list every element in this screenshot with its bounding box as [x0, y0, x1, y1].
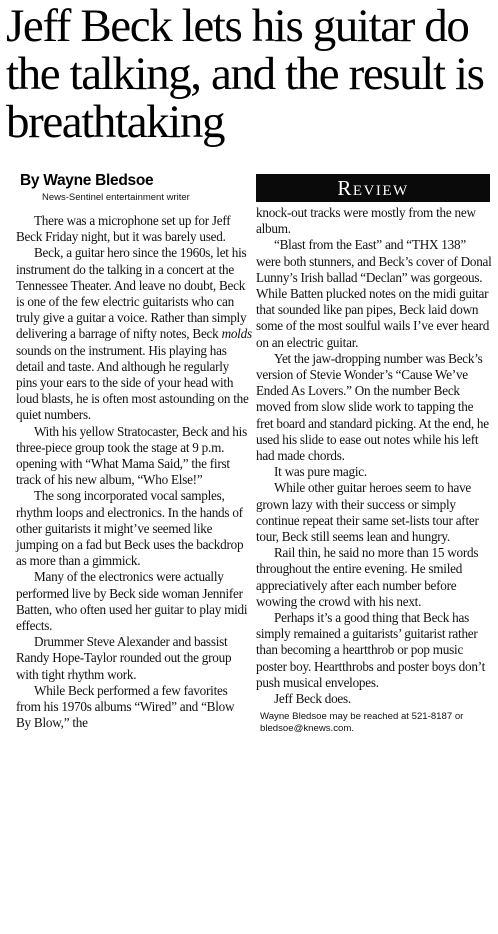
byline: By Wayne Bledsoe: [20, 172, 154, 189]
headline: Jeff Beck lets his guitar do the talking, and the result is breathtaking: [6, 0, 484, 148]
paragraph: Yet the jaw-dropping number was Beck’s version of Stevie Wonder’s “Cause We’ve Ended As Lovers.” On the number Beck moved from slow slide work to tapping the fret board and standard picking. At the end, he used his slide to ease out notes while his left had made chords.: [256, 350, 489, 464]
byline-credit: News-Sentinel entertainment writer: [42, 192, 190, 203]
article-column-left: [16, 213, 252, 732]
author-contact: Wayne Bledsoe may be reached at 521-8187 or bledsoe@knews.com.: [260, 711, 464, 735]
emphasis-text: molds: [221, 326, 252, 342]
paragraph: Many of the electronics were actually performed live by Beck side woman Jennifer Batten, who often used her guitar to play midi effects.: [16, 569, 248, 634]
paragraph: [16, 245, 252, 423]
paragraph: “Blast from the East” and “THX 138” were both stunners, and Beck’s cover of Donal Lunny’s Irish ballad “Declan” was gorgeous. While Batten plucked notes on the midi guitar that sounded like pan pipes, Beck laid down some of the most soulful wails I’ve ever heard on an electric guitar.: [256, 237, 492, 350]
paragraph-text: sounds on the instrument. His playing has detail and taste. And although he regularly pins your ears to the side of your head with loud blasts, he is often most astounding on the quiet numbers.: [16, 342, 249, 423]
paragraph: While Beck performed a few favorites from his 1970s albums “Wired” and “Blow By Blow,” the: [16, 682, 235, 731]
paragraph: knock-out tracks were mostly from the new album.: [256, 205, 476, 237]
paragraph: Rail thin, he said no more than 15 words throughout the entire evening. He smiled appreciatively after each number before wowing the crowd with his next.: [256, 545, 479, 609]
paragraph: It was pure magic.: [274, 464, 367, 480]
review-banner: Review: [256, 174, 490, 202]
paragraph-text: Beck, a guitar hero since the 1960s, let his instrument do the talking in a concert at the Tennessee Theater. And leave no doubt, Beck is one of the few electric guitarists who can truly give a guitar a voice. Rather than simply delivering a barrage of nifty notes, Beck: [16, 245, 247, 342]
paragraph: Drummer Steve Alexander and bassist Randy Hope-Taylor rounded out the group with tight rhythm work.: [16, 634, 232, 682]
paragraph: Perhaps it’s a good thing that Beck has simply remained a guitarists’ guitarist rather than becoming a heartthrob or pop music poster boy. Heartthrobs and poster boys don’t push musical envelopes.: [256, 610, 486, 690]
paragraph: With his yellow Stratocaster, Beck and his three-piece group took the stage at 9 p.m. opening with “What Mama Said,” the first track of his new album, “Who Else!”: [16, 423, 247, 488]
paragraph: Jeff Beck does.: [274, 691, 351, 707]
paragraph: While other guitar heroes seem to have grown lazy with their success or simply continue repeat their same set-lists tour after tour, Beck still seems lean and hungry.: [256, 480, 479, 545]
paragraph: The song incorporated vocal samples, rhythm loops and electronics. In the hands of other guitarists it might’ve seemed like jumping on a fad but Beck uses the backdrop as more than a gimmick.: [16, 488, 244, 569]
paragraph: There was a microphone set up for Jeff Beck Friday night, but it was barely used.: [16, 213, 231, 245]
article-column-right: [256, 205, 492, 735]
